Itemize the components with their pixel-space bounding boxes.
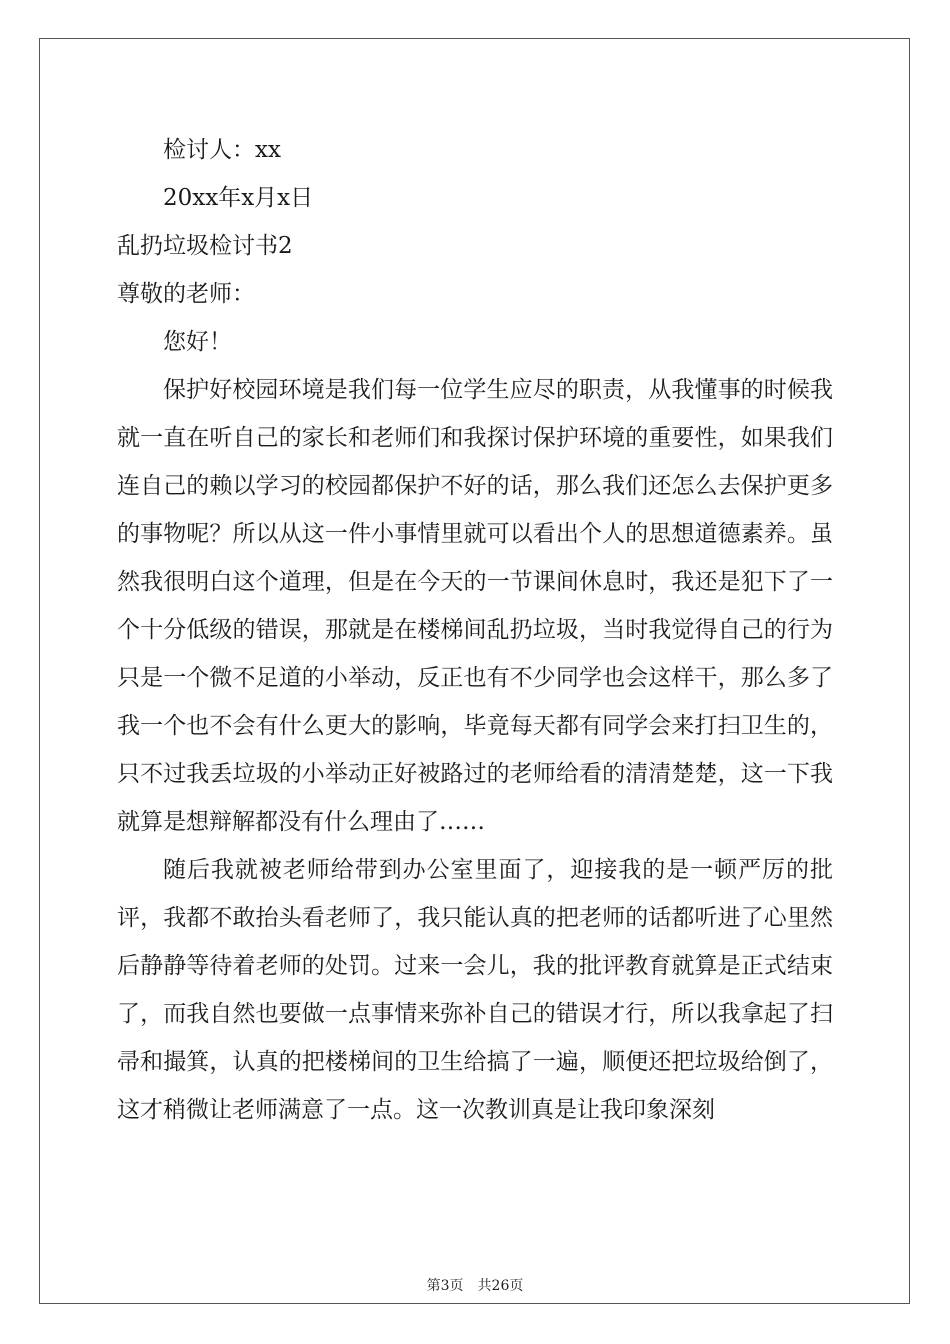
author-line: 检讨人：xx (163, 137, 281, 163)
document-body (117, 126, 833, 1134)
document-title: 乱扔垃圾检讨书2 (117, 233, 293, 259)
date-line: 20xx年x月x日 (163, 185, 314, 211)
salutation: 尊敬的老师： (117, 281, 255, 307)
greeting: 您好！ (163, 329, 232, 355)
page-number-footer: 第3页 共26页 (426, 1278, 524, 1294)
body-paragraph-1: 保护好校园环境是我们每一位学生应尽的职责，从我懂事的时候我就一直在听自己的家长和老师们和我探讨保护环境的重要性，如果我们连自己的赖以学习的校园都保护不好的话，那么我们还怎么去保护更多的事物呢？所以从这一件小事情里就可以看出个人的思想道德素养。虽然我很明白这个道理，但是在今天的一节课间休息时，我还是犯下了一个十分低级的错误，那就是在楼梯间乱扔垃圾，当时我觉得自己的行为只是一个微不足道的小举动，反正也有不少同学也会这样干，那么多了我一个也不会有什么更大的影响，毕竟每天都有同学会来打扫卫生的，只不过我丢垃圾的小举动正好被路过的老师给看的清清楚楚，这一下我就算是想辩解都没有什么理由了…… (117, 377, 833, 835)
body-paragraph-2: 随后我就被老师给带到办公室里面了，迎接我的是一顿严厉的批评，我都不敢抬头看老师了，我只能认真的把老师的话都听进了心里然后静静等待着老师的处罚。过来一会儿，我的批评教育就算是正式结束了，而我自然也要做一点事情来弥补自己的错误才行，所以我拿起了扫帚和撮箕，认真的把楼梯间的卫生给搞了一遍，顺便还把垃圾给倒了，这才稍微让老师满意了一点。这一次教训真是让我印象深刻 (117, 857, 833, 1123)
